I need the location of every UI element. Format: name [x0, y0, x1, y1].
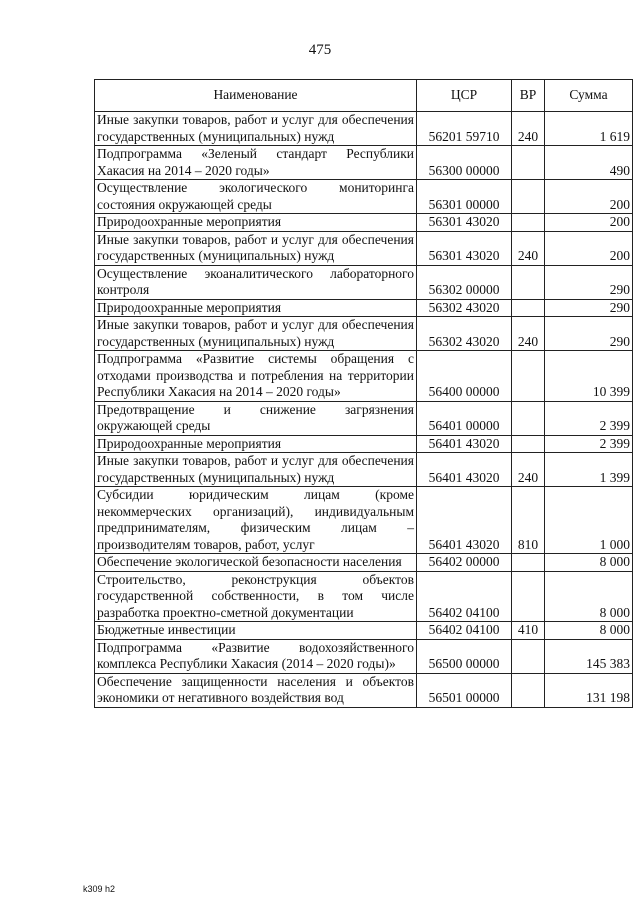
row-vr — [512, 146, 545, 180]
table-row — [95, 351, 633, 402]
row-csr: 56301 43020 — [417, 231, 512, 265]
row-csr: 56402 04100 — [417, 622, 512, 640]
row-name: Строительство, реконструкция объектов государственной собственности, в том числе разработка проектно-сметной документации — [95, 571, 417, 622]
row-name: Бюджетные инвестиции — [95, 622, 417, 640]
row-name: Подпрограмма «Развитие водохозяйственного комплекса Республики Хакасия (2014 – 2020 годы)» — [95, 639, 417, 673]
row-csr: 56301 43020 — [417, 214, 512, 232]
table-row — [95, 299, 633, 317]
row-name: Субсидии юридическим лицам (кроме некоммерческих организаций), индивидуальным предпринимателям, физическим лицам – производителям товаров, работ, услуг — [95, 487, 417, 554]
row-name: Обеспечение защищенности населения и объектов экономики от негативного воздействия вод — [95, 673, 417, 707]
row-sum: 290 — [545, 265, 633, 299]
row-vr — [512, 401, 545, 435]
row-vr — [512, 180, 545, 214]
table-row — [95, 487, 633, 554]
row-sum: 200 — [545, 180, 633, 214]
row-name: Природоохранные мероприятия — [95, 435, 417, 453]
row-vr: 240 — [512, 453, 545, 487]
table-row — [95, 146, 633, 180]
column-header-csr: ЦСР — [417, 80, 512, 112]
row-vr — [512, 571, 545, 622]
row-vr — [512, 351, 545, 402]
row-csr: 56401 43020 — [417, 435, 512, 453]
table-row — [95, 214, 633, 232]
table-row — [95, 180, 633, 214]
row-csr: 56302 43020 — [417, 299, 512, 317]
row-vr: 240 — [512, 231, 545, 265]
row-sum: 10 399 — [545, 351, 633, 402]
row-csr: 56300 00000 — [417, 146, 512, 180]
row-vr: 240 — [512, 112, 545, 146]
row-name: Осуществление экоаналитического лабораторного контроля — [95, 265, 417, 299]
row-vr — [512, 214, 545, 232]
row-sum: 200 — [545, 231, 633, 265]
row-name: Осуществление экологического мониторинга состояния окружающей среды — [95, 180, 417, 214]
row-name: Подпрограмма «Зеленый стандарт Республики Хакасия на 2014 – 2020 годы» — [95, 146, 417, 180]
row-csr: 56302 43020 — [417, 317, 512, 351]
row-name: Иные закупки товаров, работ и услуг для обеспечения государственных (муниципальных) нужд — [95, 317, 417, 351]
page-number: 475 — [308, 42, 332, 58]
row-sum: 1 619 — [545, 112, 633, 146]
row-vr: 810 — [512, 487, 545, 554]
row-name: Подпрограмма «Развитие системы обращения с отходами производства и потребления на территории Республики Хакасия на 2014 – 2020 годы» — [95, 351, 417, 402]
table-header-row — [95, 80, 633, 112]
table-row — [95, 231, 633, 265]
row-csr: 56402 00000 — [417, 554, 512, 572]
table-row — [95, 435, 633, 453]
row-sum: 2 399 — [545, 435, 633, 453]
row-csr: 56401 00000 — [417, 401, 512, 435]
row-name: Иные закупки товаров, работ и услуг для обеспечения государственных (муниципальных) нужд — [95, 453, 417, 487]
row-vr: 410 — [512, 622, 545, 640]
row-name: Обеспечение экологической безопасности населения — [95, 554, 417, 572]
row-vr — [512, 435, 545, 453]
row-csr: 56401 43020 — [417, 453, 512, 487]
table-row — [95, 112, 633, 146]
row-sum: 8 000 — [545, 554, 633, 572]
column-header-sum: Сумма — [545, 80, 633, 112]
row-name: Предотвращение и снижение загрязнения окружающей среды — [95, 401, 417, 435]
row-csr: 56301 00000 — [417, 180, 512, 214]
table-row — [95, 673, 633, 707]
row-sum: 1 000 — [545, 487, 633, 554]
row-sum: 131 198 — [545, 673, 633, 707]
row-csr: 56501 00000 — [417, 673, 512, 707]
table-row — [95, 317, 633, 351]
row-name: Природоохранные мероприятия — [95, 214, 417, 232]
table-row — [95, 571, 633, 622]
table-row — [95, 622, 633, 640]
row-vr: 240 — [512, 317, 545, 351]
table-row — [95, 453, 633, 487]
row-vr — [512, 673, 545, 707]
row-sum: 290 — [545, 317, 633, 351]
table-row — [95, 265, 633, 299]
row-sum: 8 000 — [545, 622, 633, 640]
footer-code: k309 h2 — [83, 884, 116, 894]
row-name: Иные закупки товаров, работ и услуг для обеспечения государственных (муниципальных) нужд — [95, 231, 417, 265]
row-vr — [512, 299, 545, 317]
row-csr: 56402 04100 — [417, 571, 512, 622]
row-vr — [512, 639, 545, 673]
column-header-vr: ВР — [512, 80, 545, 112]
row-csr: 56500 00000 — [417, 639, 512, 673]
row-sum: 290 — [545, 299, 633, 317]
row-vr — [512, 554, 545, 572]
table-row — [95, 401, 633, 435]
row-name: Природоохранные мероприятия — [95, 299, 417, 317]
column-header-name: Наименование — [95, 80, 417, 112]
row-sum: 8 000 — [545, 571, 633, 622]
row-csr: 56401 43020 — [417, 487, 512, 554]
row-sum: 1 399 — [545, 453, 633, 487]
row-name: Иные закупки товаров, работ и услуг для обеспечения государственных (муниципальных) нужд — [95, 112, 417, 146]
row-sum: 490 — [545, 146, 633, 180]
row-csr: 56201 59710 — [417, 112, 512, 146]
row-sum: 2 399 — [545, 401, 633, 435]
budget-table — [94, 79, 633, 708]
row-vr — [512, 265, 545, 299]
table-row — [95, 639, 633, 673]
table-row — [95, 554, 633, 572]
row-sum: 200 — [545, 214, 633, 232]
row-csr: 56302 00000 — [417, 265, 512, 299]
row-sum: 145 383 — [545, 639, 633, 673]
row-csr: 56400 00000 — [417, 351, 512, 402]
